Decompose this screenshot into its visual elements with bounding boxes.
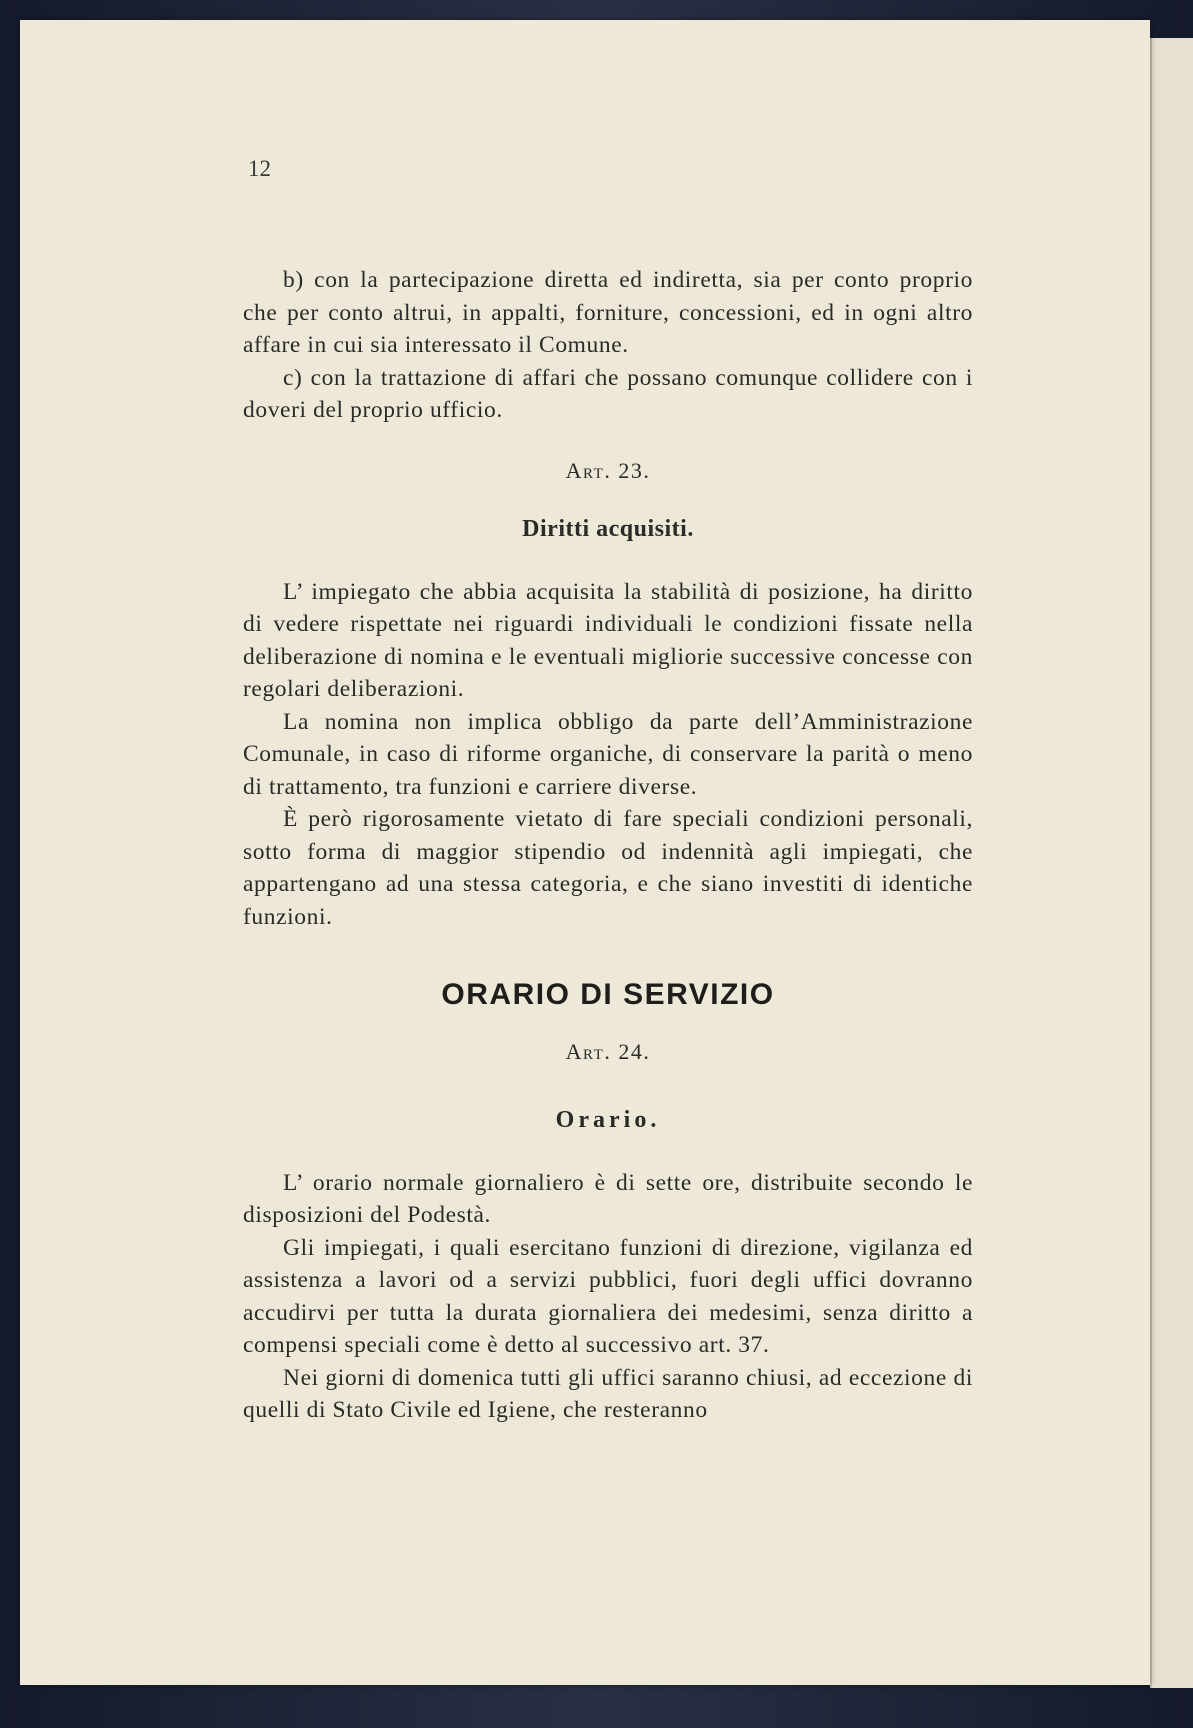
page-number: 12 <box>248 156 271 181</box>
article-24-paragraph: Gli impiegati, i quali esercitano funzioni di direzione, vigilanza ed assistenza a lavori od a servizi pubblici, fuori degli uffici dovranno accudirvi per tutta la durata giornaliera dei medesimi, senza diritto a compensi speciali come è detto al successivo art. 37. <box>243 1234 973 1358</box>
article-23-paragraph: La nomina non implica obbligo da parte dell’Amministrazione Comunale, in caso di riforme organiche, di conservare la parità o meno di trattamento, tra funzioni e carriere diverse. <box>243 708 973 800</box>
facing-page-edge <box>1150 38 1193 1688</box>
article-23-paragraph: È però rigorosamente vietato di fare speciali condizioni personali, sotto forma di maggior stipendio od indennità agli impiegati, che appartengano ad una stessa categoria, e che siano investiti di identiche funzioni. <box>243 806 973 930</box>
article-23-label: Art. 23. <box>565 457 651 483</box>
article-24-paragraph: L’ orario normale giornaliero è di sette ore, distribuite secondo le disposizioni del Podestà. <box>243 1169 973 1228</box>
article-24-paragraph: Nei giorni di domenica tutti gli uffici saranno chiusi, ad eccezione di quelli di Stato Civile ed Igiene, che resteranno <box>243 1364 973 1423</box>
article-24-label: Art. 24. <box>565 1038 651 1064</box>
article-23-paragraph: L’ impiegato che abbia acquisita la stabilità di posizione, ha diritto di vedere rispettate nei riguardi individuali le condizioni fissate nella deliberazione di nomina e le eventuali migliorie successive concesse con regolari deliberazioni. <box>243 578 973 702</box>
paragraph-b: b) con la partecipazione diretta ed indiretta, sia per conto proprio che per conto altrui, in appalti, forniture, concessioni, ed in ogni altro affare in cui sia interessato il Comune. <box>243 267 973 358</box>
paragraph-c: c) con la trattazione di affari che possano comunque collidere con i doveri del proprio ufficio. <box>243 364 973 423</box>
page-body <box>243 264 973 1427</box>
article-24-heading: Orario. <box>555 1107 661 1133</box>
article-23-heading: Diritti acquisiti. <box>522 516 694 542</box>
section-title: ORARIO DI SERVIZIO <box>441 978 775 1011</box>
